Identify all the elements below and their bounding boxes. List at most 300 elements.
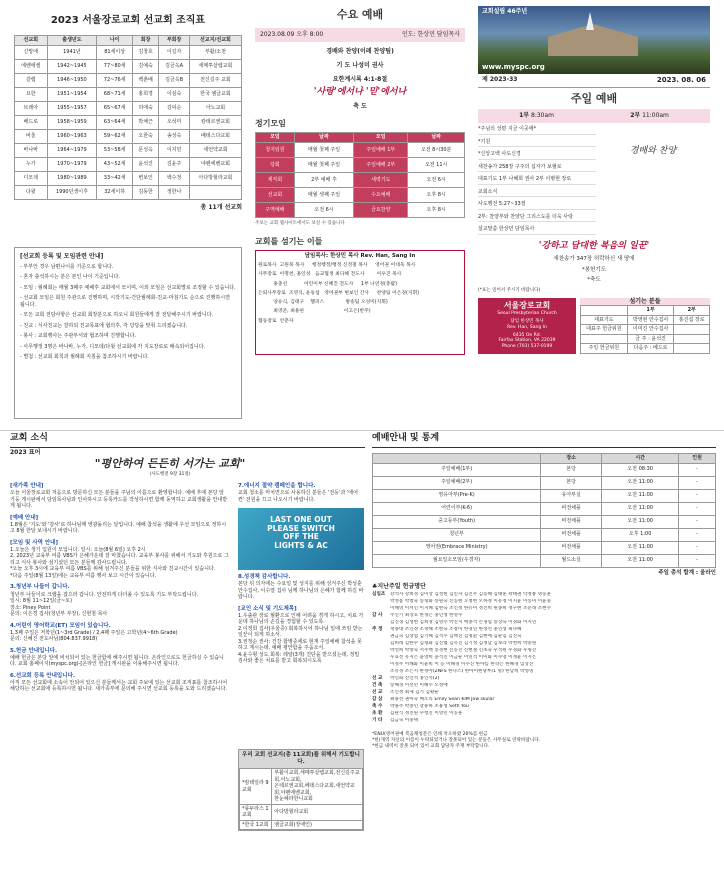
sunday-order-item: 교회소식 xyxy=(478,189,596,198)
org-cell: 한국 엠글교회 xyxy=(189,87,241,101)
servant-line: 원로목사 고원묵 목사 행정행정/행정 신정철 목사 영어권 이대욱 목사 xyxy=(258,263,416,269)
org-cell: 박채근 xyxy=(133,115,159,129)
church-banner: 교회설립 46주년 xyxy=(482,8,528,15)
org-row xyxy=(15,143,242,157)
energy-saving-banner: LAST ONE OUT PLEASE SWITCH OFF THE LIGHTS & AC xyxy=(238,508,364,570)
wednesday-blessing: 축 도 xyxy=(353,103,367,111)
sunday-section xyxy=(478,6,710,354)
offering-row xyxy=(372,704,716,710)
servants-table-cell: 이미진 안수집사 xyxy=(627,325,674,335)
servants-table-cell: 다음주 : 베드로 xyxy=(627,344,674,354)
news-item-head: 5.헌금 안내입니다. xyxy=(10,647,58,654)
schedule-cell: - xyxy=(679,476,716,489)
org-cell: 72~76세 xyxy=(97,73,133,87)
sunday-order-list xyxy=(478,126,596,239)
year-theme: "평안하여 든든히 서가는 교회" xyxy=(94,457,246,470)
servants-table-row xyxy=(581,315,710,325)
schedule-cell: 오전 11:00 xyxy=(602,515,679,528)
offering-list xyxy=(372,592,716,723)
schedule-cell: - xyxy=(679,502,716,515)
offering-row xyxy=(372,599,716,605)
org-cell: 브레아 xyxy=(15,101,48,115)
schedule-row xyxy=(373,502,716,515)
org-row xyxy=(15,115,242,129)
servant-line: 최영준, 최용한 이고은(반주) xyxy=(258,309,371,315)
offering-row xyxy=(372,676,716,682)
schedule-cell: 중고등부(Youth) xyxy=(373,515,541,528)
rule-item: - 봉사 : 교회행사는 주관부서와 협조하며 진행합니다. xyxy=(20,333,137,340)
offering-names: 강석자 강희경 김미상 김성헌 김인자 김진주 김동해 김태훈 곽태권 탁정룡 명동훈 xyxy=(390,592,552,598)
org-cell: 김덕순 xyxy=(159,101,190,115)
news-left-column xyxy=(10,483,230,698)
org-cell: 81세이상 xyxy=(97,45,133,59)
org-row xyxy=(15,129,242,143)
schedule-cell: - xyxy=(679,528,716,541)
closing-item-2: *축도 xyxy=(587,276,601,283)
meeting-cell: 오전 6시 xyxy=(408,172,465,187)
schedule-cell: 비전채플 xyxy=(541,528,602,541)
wednesday-datebar xyxy=(255,28,465,42)
schedule-cell: 영유아부(Pre-K) xyxy=(373,489,541,502)
closing-item-1: *봉헌기도 xyxy=(581,266,606,273)
org-cell: 신망애 xyxy=(15,45,48,59)
rule-item: - 친교 : 식사친교는 잘하되 친교목표에 협의후, 각 당당을 맞춰 드리겠습니다. xyxy=(20,322,188,329)
rules-box xyxy=(14,247,242,419)
offering-category: 기 타 xyxy=(372,717,383,723)
sunday-title: 주일 예배 xyxy=(570,92,618,106)
org-cell: 세메투살렘교회 xyxy=(189,59,241,73)
schedule-cell: 유아부실 xyxy=(541,489,602,502)
schedule-cell: 오전 11:00 xyxy=(602,541,679,554)
mission-cell: *한국 1교회 xyxy=(240,820,272,830)
offering-names: 권금숙 김상섭 김기혜 김석수 김백진 김명환 김현애 김순임 김진숙 xyxy=(390,634,522,640)
schedule-cell: - xyxy=(679,463,716,476)
offering-row xyxy=(372,697,716,703)
bulletin-inner-sheet xyxy=(0,430,724,878)
rule-item: - 모든 교회 전담사항은 선교회 회장분으로 하오니 회원들에게 잘 전달해주시기 바랍니다. xyxy=(20,312,214,319)
org-header: 선교지/선교회 xyxy=(189,36,241,46)
wednesday-title: 수요 예배 xyxy=(336,8,384,21)
mission-cell: 엠글교회(장애인) xyxy=(272,820,363,830)
footnotes xyxy=(372,732,716,750)
meeting-header: 날짜 xyxy=(294,133,353,143)
schedule-header xyxy=(373,454,541,464)
offering-row xyxy=(372,648,716,654)
org-cell: 베드로 xyxy=(15,115,48,129)
sunday-sermon-title: '강하고 담대한 복음의 일꾼' xyxy=(538,240,650,251)
org-cell: 이지민 xyxy=(159,143,190,157)
meeting-cell: 주일예배 1부 xyxy=(354,142,408,157)
org-cell: 새언약교회 xyxy=(189,143,241,157)
offering-names: 우효선 유지은 윤영희 윤석진 이금순 이연석 이미화 이수영 이재윤 이지은 xyxy=(390,655,537,661)
org-cell: 허애숙 xyxy=(133,101,159,115)
footnote: *ENU(영어권예 복음채칭문은 인쇄 착오하였 20%를 헌금 xyxy=(372,731,488,737)
sunday-time1-label: 1부 xyxy=(519,112,530,120)
offering-row xyxy=(372,690,716,696)
mission-cell: *몽두라스 1교회 xyxy=(240,804,272,820)
servants-table-title: 섬기는 분들 xyxy=(580,298,710,306)
org-cell: 32세이하 xyxy=(97,185,133,199)
schedule-row xyxy=(373,554,716,567)
news-item xyxy=(10,623,230,643)
servant-line: 은퇴사무장로 조영식, 윤동섭 영어권부 변보인 간사 찬양팀 이은경(지휘) xyxy=(258,290,419,296)
schedule-row xyxy=(373,489,716,502)
year-theme-label: 2023 표어 xyxy=(10,449,41,456)
offering-category xyxy=(372,599,390,605)
year-theme-ref: (사도행전 9장 31절) xyxy=(149,472,191,477)
servants-table-cell: 박영현 안수집사 xyxy=(627,315,674,325)
offering-names: 김진경 김성현 김희경 김영수 박진지 백종석 손경섭 송상숙 이경화 이지민 xyxy=(390,620,537,626)
schedule-cell: 비전채플 xyxy=(541,541,602,554)
org-cell: 야펜에벤교회 xyxy=(189,157,241,171)
org-cell: 1960~1963 xyxy=(47,129,97,143)
footnote: *헌금 내역이 잘못 되어 있어 교회 담당자 주재 부탁합니다. xyxy=(372,743,490,749)
issue-number: 제 2023-33 xyxy=(482,76,518,83)
mission-box xyxy=(238,749,364,831)
offering-category xyxy=(372,606,390,612)
rule-item: - 사무행정 3명은 바나바, 누가, 디모데/다윗 선교회에 각 지도장로로 배속되어집니다. xyxy=(20,343,206,350)
org-cell: 65~67세 xyxy=(97,101,133,115)
mission-table xyxy=(239,768,363,830)
org-header: 선교회 xyxy=(15,36,48,46)
org-cell: 1941년 xyxy=(47,45,97,59)
org-header: 회장 xyxy=(133,36,159,46)
servants-table-row xyxy=(581,325,710,335)
org-cell: 1946~1950 xyxy=(47,73,97,87)
offering-category: 초 환 xyxy=(372,710,383,716)
sunday-order-item: 사도행전 5:27~33절 xyxy=(478,201,596,210)
servants-table-cell: 주일 헌금위원 xyxy=(581,344,628,354)
church-name-ko: 서울장로교회 xyxy=(503,300,551,310)
sunday-time1: 8:30am xyxy=(531,112,554,120)
schedule-cell: 영어권(Embrace Ministry) xyxy=(373,541,541,554)
offering-row xyxy=(372,683,716,689)
news-item xyxy=(10,673,230,693)
schedule-cell: 주일예배(1부) xyxy=(373,463,541,476)
sunday-order-item: 새찬송가 258장 구주의 십자가 보혈로 xyxy=(478,164,596,173)
schedule-header xyxy=(372,433,716,448)
org-header: 나이 xyxy=(97,36,133,46)
sunday-order-item: 2부: 찬양부와 찬양단 그리스도를 더욱 사랑 xyxy=(478,214,596,223)
wednesday-prayer: 기 도 나성미 권사 xyxy=(336,61,384,69)
news-item xyxy=(10,483,230,510)
church-photo xyxy=(478,6,710,74)
offering-row xyxy=(372,641,716,647)
meeting-cell: 매월 셋째 주일 xyxy=(294,187,353,202)
servants-title: 교회를 섬기는 이들 xyxy=(255,236,323,246)
meeting-cell: 구역예배 xyxy=(256,202,295,217)
meeting-row xyxy=(256,157,465,172)
org-cell: 아노교회 xyxy=(189,101,241,115)
servants-table-cell xyxy=(581,334,628,344)
org-cell: 바울 xyxy=(15,129,48,143)
org-row xyxy=(15,157,242,171)
offering-category xyxy=(372,641,390,647)
news-item-head: [새가족 안내] xyxy=(10,483,44,489)
offering-names: 주신기 최상호 한경은 홍인성 한성수 xyxy=(390,613,463,619)
offering-category: 십일조 xyxy=(372,592,386,598)
org-cell: 백춘배 xyxy=(133,73,159,87)
meeting-row xyxy=(256,142,465,157)
news-item xyxy=(10,540,230,580)
news-item-body: 청년부 나들이로 크랩을 잡으러 갑니다. 안전하게 다녀올 수 있도록 기도 부탁드립니다. 일시: 8월 11~12일(금~토) 장소: Piney Point 문의: 이은경 집사(청년부 부장), 신현철 목사 xyxy=(10,591,199,618)
news-item-body: 1,3째 주일은 저학년(1~3rd Grade) / 2,4째 주일은 고학년(4~6th Grade) 문의: 신혜진 전도사님(804.837.9918) xyxy=(10,629,178,643)
org-cell: 1990년생이후 xyxy=(47,185,97,199)
news-title: 교회 소식 xyxy=(10,433,48,443)
sunday-order-item: 설교말씀 한상민 담임목사 xyxy=(478,226,596,235)
schedule-cell: 청년부 xyxy=(373,528,541,541)
schedule-cell: 오전 11:00 xyxy=(602,502,679,515)
org-row xyxy=(15,73,242,87)
org-chart-title: 2023 서울장로교회 선교회 조직표 xyxy=(50,15,206,26)
rule-item: - 혼자 출석하시는 분은 본인 나이 기준입니다. xyxy=(20,274,120,281)
offering-title: ♣지난주일 헌금명단 xyxy=(372,582,426,590)
meeting-cell: 매월 첫째 주일 xyxy=(294,142,353,157)
org-chart-section xyxy=(14,14,242,225)
sunday-time2-label: 2부 xyxy=(630,112,641,120)
org-cell: 김예숙 xyxy=(133,59,159,73)
schedule-header: 장소 xyxy=(541,454,602,464)
org-row xyxy=(15,45,242,59)
org-cell xyxy=(189,185,241,199)
meeting-row xyxy=(256,187,465,202)
servants-table-cell xyxy=(674,344,710,354)
news-item xyxy=(238,483,364,503)
sunday-order-item: *주님의 성령 지금 이곳에* xyxy=(478,126,596,135)
news-item xyxy=(10,515,230,535)
offering-names: 정종대 조인정 조정해 조현숙 조창미 한경연 한성선 홍인성 최다혜 xyxy=(390,627,522,633)
offering-names: 조유경 조은지 한정아(ZNFS 한나스) 한아이현당부(1 명) 한남희 박영명 xyxy=(390,669,534,675)
offering-row xyxy=(372,620,716,626)
org-cell: 이길자 xyxy=(159,45,190,59)
offering-category xyxy=(372,648,390,654)
org-row xyxy=(15,59,242,73)
meeting-cell: 주일예배 2부 xyxy=(354,157,408,172)
offering-category: 선 교 xyxy=(372,676,383,682)
servants-box xyxy=(255,250,465,355)
sunday-times xyxy=(478,109,710,123)
offering-category: 감 삼 xyxy=(372,696,383,702)
org-cell: 1958~1959 xyxy=(47,115,97,129)
schedule-cell: - xyxy=(679,554,716,567)
offering-names: 이정주 이해화 이윤희 이 등 이해경 이수진 한아름 한학은 한혜경 임상진 xyxy=(390,662,534,668)
offering-category: 주 정 xyxy=(372,627,383,633)
offering-row xyxy=(372,634,716,640)
news-item-body: 본당 뒤 의자에는 수요일 및 성지를 위해 성겨주신 박성훈 안수집사, 이수열 집사 님께 하나님의 은혜가 함께 하길 바랍니다. xyxy=(238,581,364,601)
org-cell: 63~64세 xyxy=(97,115,133,129)
org-chart-table xyxy=(14,35,242,200)
servants-table-row xyxy=(581,334,710,344)
church-address: 6435 Oe Rd. Fairfax Station, VA 22039 Phone (703) 537-0199 xyxy=(498,332,556,350)
wednesday-praise: 경배와 찬양(이레 찬양팀) xyxy=(326,48,394,56)
news-item-head: 6.선교회 등록 안내입니다. xyxy=(10,672,75,679)
wednesday-leader: 인도: 한상민 담임목사 xyxy=(401,31,460,39)
news-item-head: [모임 및 사역 안내] xyxy=(10,539,58,546)
servants-table-header: 2부 xyxy=(674,306,710,316)
offering-row xyxy=(372,711,716,717)
closing-hymn: 새찬송가 347장 허락하신 새 땅에 xyxy=(553,256,635,263)
schedule-cell: 오후 1:00 xyxy=(602,528,679,541)
offering-row xyxy=(372,613,716,619)
offering-row xyxy=(372,662,716,668)
offering-row xyxy=(372,592,716,598)
org-cell: 다윗 xyxy=(15,185,48,199)
org-cell: 68~71세 xyxy=(97,87,133,101)
org-cell: 53~58세 xyxy=(97,143,133,157)
schedule-cell: 주일예배(2부) xyxy=(373,476,541,489)
news-item-body: 1.우출관 장로 월환으로 인해 어려움 겪게 하시고, 치료 가운데 하나님의 손길을 경험할 수 있도록. 2.이정희 집사(우울증) 회복하시어 하나님 일에 쓰임 받는 일꾼이 되게 하소서. 3.권정순 권사: 건강 합병증세로 현재 주일예배 참석을 못하고 계시는데, 예배 평안함을 주옵소서. 4.윤수형 성도 회복: 레알(3개) 진단을 받으셨는데, 정밀 검사와 좋은 치료를 받고 회복되시도록 xyxy=(238,612,364,665)
offering-names: 이해영 이서인 이지혜 임현숙 조인정 한유미 정진희 원종희 정구현 조문래 조현주 xyxy=(390,606,552,612)
offering-category xyxy=(372,669,390,675)
sunday-order-item: *신앙고백 사도신경 xyxy=(478,151,596,160)
org-cell: 김동한 xyxy=(133,185,159,199)
news-item xyxy=(238,606,364,665)
org-cell: 베데스다교회 xyxy=(189,129,241,143)
org-cell: 디모데 xyxy=(15,171,48,185)
org-cell: 문성옥 xyxy=(133,143,159,157)
org-cell: 캄테르엔교회 xyxy=(189,115,241,129)
wednesday-scripture: 요한계시록 4:1-8절 xyxy=(332,75,388,83)
schedule-cell: 월드소실 xyxy=(541,554,602,567)
news-item-body: 1.8월은 '기도'와 '감사'로 하나님께 영광돌리는 달입니다. 예배 참석을 생활에 우선 모임으로 정하시고 8월 한달 보내시기 바랍니다. xyxy=(10,521,227,535)
meeting-cell: 당회 xyxy=(256,157,295,172)
offering-names: 박성흠 박창숙 송형화 송원숙 신동현 오정현 오하정 이유정 이지윤 이동미 이윤중 xyxy=(390,599,552,605)
news-item-body: 1.오늘은 생기 입원이 모입니다. 일시: 오늘(8월 6일) 오후 2시 2. 2023년 교육부 여름 VBS가 은혜가운데 잘 마쳤습니다. 교육부 봉사를 위해서 기도와 후원으로 그리고 식사 봉사와 섬기셨던 모든 분들께 감사드립니다. *오늘 오후 3시에 교육부 여름 VBS를 위해 섬겨주신 분들을 위한 식사와 친교시간이 있습니다. *다음 주일(8월 13일)에는 교육부 여름 행사 보고 시간이 있습니다. xyxy=(10,546,229,579)
schedule-table xyxy=(372,453,716,568)
org-cell: 백수정 xyxy=(159,171,190,185)
org-cell: 윤석진 xyxy=(133,157,159,171)
offering-category: 감 사 xyxy=(372,613,383,619)
meeting-note: 주보는 교회 웹사이트에서도 보실 수 있습니다 xyxy=(255,220,345,226)
org-row xyxy=(15,101,242,115)
servants-table-cell: 금 주 : 윤석진 xyxy=(627,334,674,344)
org-cell: 김윤주 xyxy=(159,157,190,171)
mission-row xyxy=(240,769,363,805)
offering-names: 김금숙 이중택 xyxy=(390,717,419,723)
offering-names: 송혜경 이선민 이해수 오성애 xyxy=(390,683,448,689)
org-header: 출생년도 xyxy=(47,36,97,46)
meeting-cell: 수요예배 xyxy=(354,187,408,202)
offering-names: 박용주 박종민 장용하 조용성 Seth You xyxy=(390,703,469,709)
news-item-head: [예배 안내] xyxy=(10,514,39,521)
org-cell: 요한 xyxy=(15,87,48,101)
sunday-time2: 11:00am xyxy=(642,112,669,120)
offering-category: 선 교 xyxy=(372,690,383,695)
org-cell: 1942~1945 xyxy=(47,59,97,73)
schedule-row xyxy=(373,528,716,541)
schedule-cell: 본당 xyxy=(541,463,602,476)
org-cell: 59~62세 xyxy=(97,129,133,143)
footnote: *헌(개역 자신의 이름이 누락되었거나 잘못되어 있는 분들은 사무실로 연락바랍니다. xyxy=(372,737,541,743)
meeting-row xyxy=(256,202,465,217)
church-name-en: Seoul Presbyterian Church xyxy=(497,311,557,317)
org-cell: 부활/소천 xyxy=(189,45,241,59)
meeting-cell: 2부 예배 후 xyxy=(294,172,353,187)
offering-category: 축 수 xyxy=(372,703,383,709)
offering-names: 박선희 박창숙 서주백 송경현 신동진 신현철 신초숙 우석원 우경화 우형진 xyxy=(390,648,537,654)
schedule-cell: 오전 08:30 xyxy=(602,463,679,476)
org-cell: 1955~1957 xyxy=(47,101,97,115)
news-item-body: 예배 헌금은 본당 앞에 비치되어 있는 헌금함에 해주시면 됩니다. 온라인으로도 헌금하실 수 있습니다. 교회 홈페이지(myspc.org)-[온라인 헌금] 게시판을 이용해주시면 됩니다. xyxy=(10,654,224,668)
schedule-cell: 비전채플 xyxy=(541,502,602,515)
org-cell: 홍희경 xyxy=(133,87,159,101)
church-web: www.myspc.org xyxy=(482,62,545,71)
schedule-cell: - xyxy=(679,541,716,554)
servants-list xyxy=(258,263,462,325)
org-cell: 1980~1989 xyxy=(47,171,97,185)
servants-table-cell: 대표주 헌금위원 xyxy=(581,325,628,335)
servant-line: 사무장로 이명천, 홍인성 음교협생 최다해 전도사 이우진 목사 xyxy=(258,272,402,278)
schedule-header: 인원 xyxy=(679,454,716,464)
offering-category xyxy=(372,662,390,668)
meeting-cell: 청지임원 xyxy=(256,142,295,157)
rule-item: - 모임 : 월례회는 매월 3째주 예배후 교회에서 모이며, 이외 모임은 선교회별로 조정할 수 있습니다. xyxy=(20,284,236,291)
meeting-title: 정기모임 xyxy=(255,118,286,128)
schedule-row xyxy=(373,541,716,554)
meeting-cell: 제직회 xyxy=(256,172,295,187)
schedule-cell: - xyxy=(679,515,716,528)
schedule-header: 시간 xyxy=(602,454,679,464)
stand-note: (*표는 일어서 주시기 바랍니다) xyxy=(478,287,541,293)
schedule-cell: 오전 11:00 xyxy=(602,489,679,502)
schedule-cell: 어린이부(K-6) xyxy=(373,502,541,515)
servant-line: 홍충선 어린이부 신혜진 전도사 1부 나연경(총괄) xyxy=(258,281,398,287)
org-cell: 오석미 xyxy=(159,115,190,129)
meeting-cell: 선교회 xyxy=(256,187,295,202)
rules-list xyxy=(20,264,236,361)
offering-category xyxy=(372,655,390,661)
mission-row xyxy=(240,820,363,830)
meeting-cell: 매월 첫째 주일 xyxy=(294,157,353,172)
meeting-cell: 금요찬양 xyxy=(354,202,408,217)
org-cell: 김창호 xyxy=(133,45,159,59)
offering-names: 김관식 정진원 수청진 이영민 이동훈 xyxy=(390,710,463,716)
schedule-row xyxy=(373,515,716,528)
rule-item: - 선교회 모임은 회원 주관으로 진행하며, 시작기도-간단월례회-친교-마침기도 순으로 진행하시면 됩니다. xyxy=(20,295,230,308)
org-cell: 변보인 xyxy=(133,171,159,185)
org-row xyxy=(15,87,242,101)
news-item-body: 교회 청소를 마치면으로 사용하신 분들은 '전등'과 '에어컨' 전원을 끄고 나오시기 바랍니다. xyxy=(238,490,358,503)
sunday-praise-handwritten: 경배와 찬양 xyxy=(629,146,677,157)
news-right-column xyxy=(238,483,364,670)
servant-line: 양유식, 김태구 헬퍼스 방송팀 오성미(지휘) xyxy=(258,300,388,306)
news-item xyxy=(238,574,364,601)
meeting-cell: 오전 8시30분 xyxy=(408,142,465,157)
news-item-body: 아직 모든 선교회에 소속이 안되어 있으신 분들께서는 교회 주보에 있는 선교회 조직표를 참조하시어 해당하는 선교회에 등록하시면 됩니다. 새가족부에 문의해 주시면 선교회 등록을 도와 드리겠습니다. xyxy=(10,679,228,693)
schedule-row xyxy=(373,463,716,476)
offering-category xyxy=(372,620,390,626)
org-cell: 43~52세 xyxy=(97,157,133,171)
org-cell: 전신길주 교회 xyxy=(189,73,241,87)
mission-cell: *캄테일라 9교회 xyxy=(240,769,272,805)
org-cell: 1951~1954 xyxy=(47,87,97,101)
news-item-head: [교인 소식 및 기도제목] xyxy=(238,605,297,612)
news-item xyxy=(10,584,230,617)
servants-table-header xyxy=(581,306,628,316)
offering-category: 건 축 xyxy=(372,683,383,689)
meeting-cell: 새벽기도 xyxy=(354,172,408,187)
servants-table-header: 1부 xyxy=(627,306,674,316)
pastor-line: 담임 한상민 목사 Rev. Han, Sang In xyxy=(507,318,547,330)
schedule-cell: 오전 11:00 xyxy=(602,476,679,489)
mission-row xyxy=(240,804,363,820)
org-header: 부회장 xyxy=(159,36,190,46)
meeting-header: 모임 xyxy=(256,133,295,143)
org-cell: 아다방헐라교회 xyxy=(189,171,241,185)
offering-row xyxy=(372,627,716,633)
news-item-head: 8.성경책 감사합니다. xyxy=(238,574,291,581)
servants-table-row xyxy=(581,344,710,354)
